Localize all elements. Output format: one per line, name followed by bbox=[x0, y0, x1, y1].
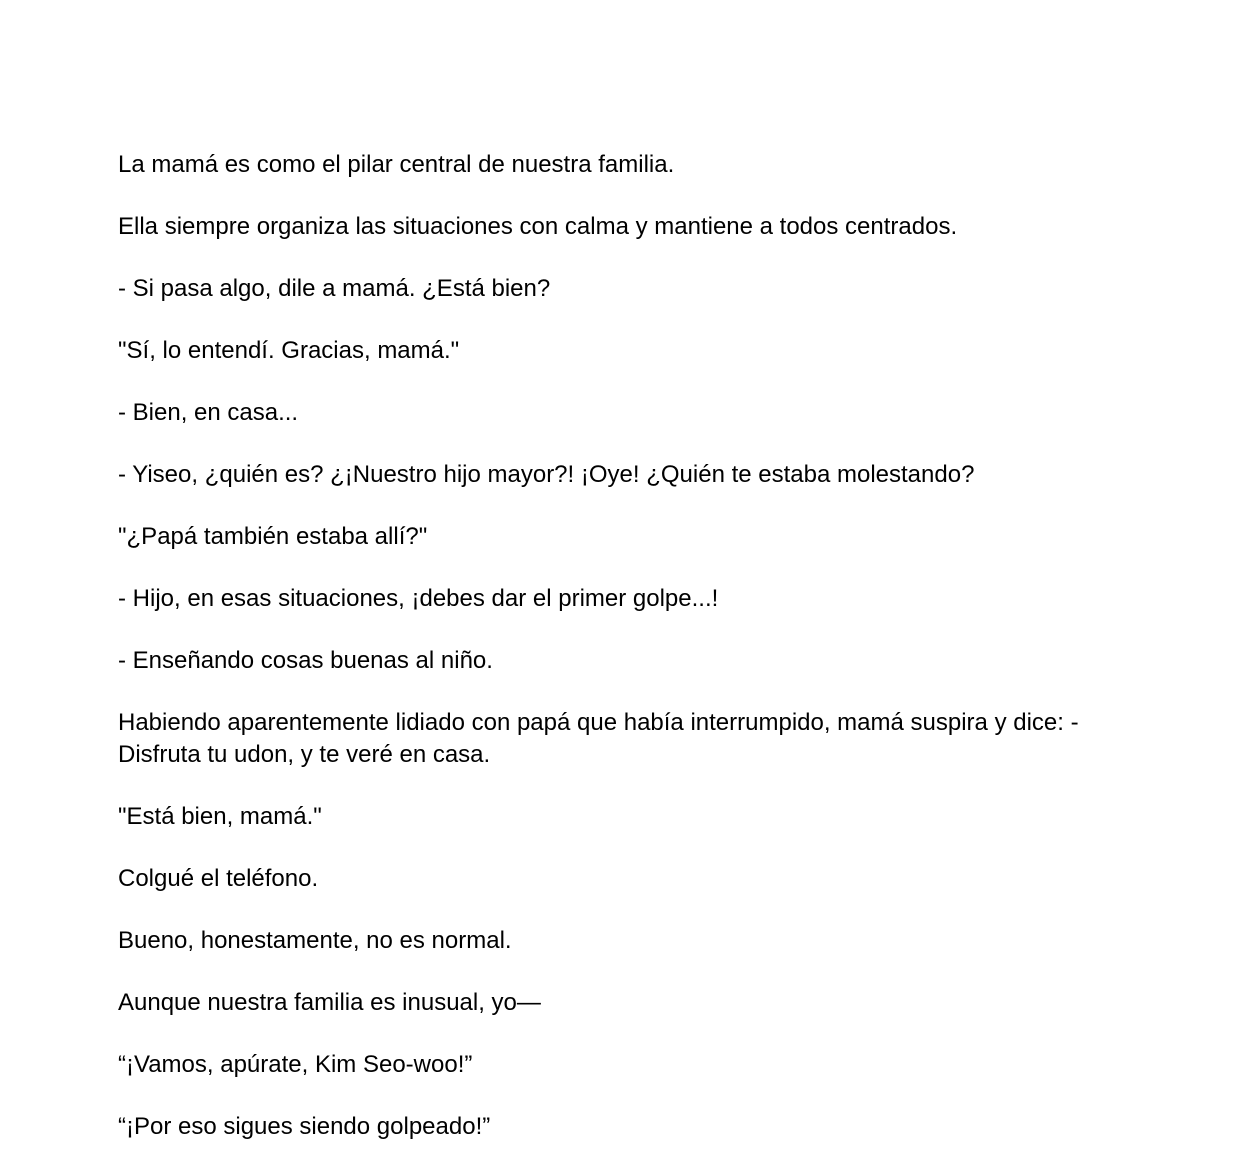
paragraph-2: Ella siempre organiza las situaciones con calma y mantiene a todos centrados. bbox=[118, 213, 958, 240]
document-body bbox=[118, 149, 1128, 1143]
paragraph-3: - Si pasa algo, dile a mamá. ¿Está bien? bbox=[118, 275, 551, 302]
paragraph-11: "Está bien, mamá." bbox=[118, 803, 322, 830]
paragraph-4: "Sí, lo entendí. Gracias, mamá." bbox=[118, 337, 460, 364]
paragraph-9: - Enseñando cosas buenas al niño. bbox=[118, 647, 493, 674]
paragraph-10: Habiendo aparentemente lidiado con papá que había interrumpido, mamá suspira y dice: - Disfruta tu udon, y te veré en casa. bbox=[118, 709, 1079, 768]
paragraph-14: Aunque nuestra familia es inusual, yo— bbox=[118, 989, 541, 1016]
paragraph-1: La mamá es como el pilar central de nuestra familia. bbox=[118, 151, 675, 178]
paragraph-15: “¡Vamos, apúrate, Kim Seo-woo!” bbox=[118, 1051, 473, 1078]
paragraph-12: Colgué el teléfono. bbox=[118, 865, 319, 892]
paragraph-5: - Bien, en casa... bbox=[118, 399, 299, 426]
paragraph-13: Bueno, honestamente, no es normal. bbox=[118, 927, 512, 954]
paragraph-6: - Yiseo, ¿quién es? ¿¡Nuestro hijo mayor?! ¡Oye! ¿Quién te estaba molestando? bbox=[118, 461, 975, 488]
paragraph-7: "¿Papá también estaba allí?" bbox=[118, 523, 428, 550]
paragraph-16: “¡Por eso sigues siendo golpeado!” bbox=[118, 1113, 491, 1140]
paragraph-8: - Hijo, en esas situaciones, ¡debes dar el primer golpe...! bbox=[118, 585, 719, 612]
